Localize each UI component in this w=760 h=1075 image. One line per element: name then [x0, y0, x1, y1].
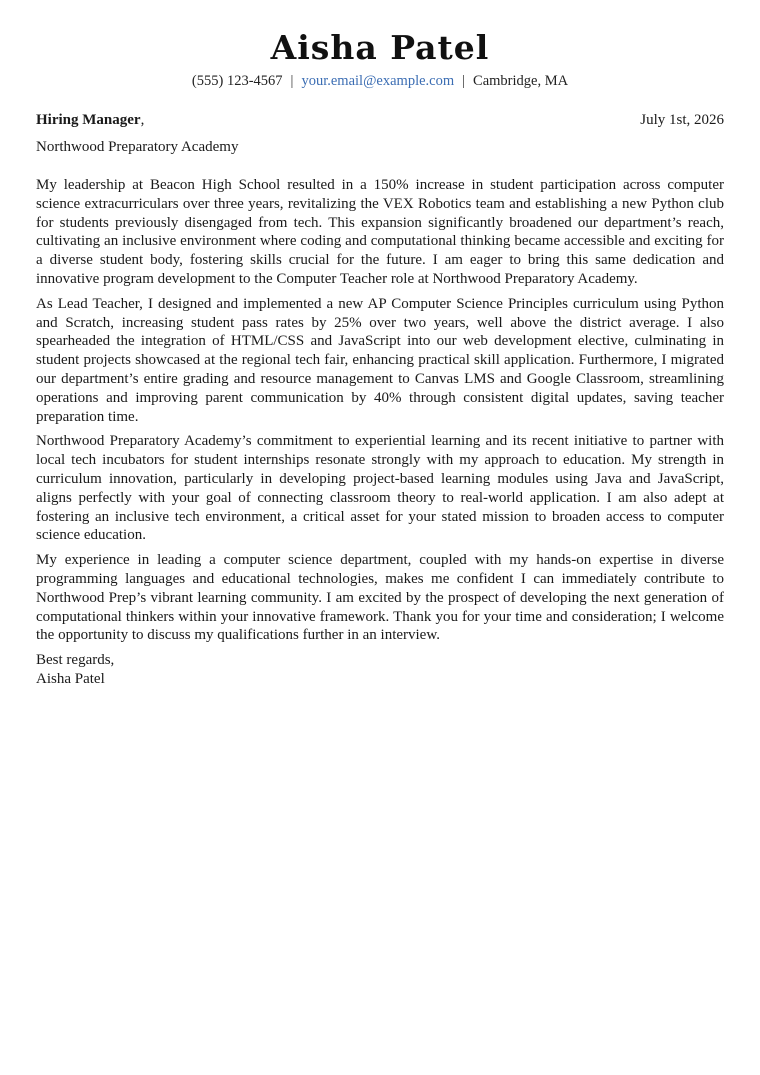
recipient-title: Hiring Manager: [36, 112, 141, 128]
contact-line: [36, 72, 724, 90]
letter-body: [36, 176, 724, 645]
closing-signature: Aisha Patel: [36, 670, 105, 687]
recipient-date-row: [36, 111, 724, 129]
location: Cambridge, MA: [473, 73, 569, 89]
closing-salutation: Best regards,: [36, 652, 115, 669]
contact-separator: |: [462, 73, 466, 89]
body-paragraph: As Lead Teacher, I designed and implemented a new AP Computer Science Principles curriculum using Python and Scratch, increasing student pass rates by 25% over two years, well above the district average. I also spearheaded the integration of HTML/CSS and JavaScript into our web development elective, culminating in student projects showcased at the regional tech fair, enhancing practical skill application. Furthermore, I migrated our department’s entire grading and resource management to Canvas LMS and Google Classroom, streamlining operations and improving parent communication by 40% through consistent digital updates, saving teacher preparation time.: [36, 295, 724, 425]
letter-closing: [36, 651, 724, 689]
contact-separator: |: [290, 73, 294, 89]
recipient-comma: ,: [140, 112, 145, 128]
recipient-line: [36, 111, 144, 129]
recipient-organization: Northwood Preparatory Academy: [36, 139, 239, 155]
body-paragraph: My leadership at Beacon High School resulted in a 150% increase in student participation across computer science extracurriculars over three years, revitalizing the VEX Robotics team and establishing a new Python club for students previously disengaged from tech. This expansion significantly broadened our department’s reach, cultivating an inclusive environment where coding and computational thinking became accessible and exciting for a diverse student body, fostering skills crucial for the future. I am eager to bring this same dedication and innovative program development to the Computer Teacher role at Northwood Preparatory Academy.: [36, 177, 724, 287]
applicant-name: Aisha Patel: [270, 28, 490, 67]
body-paragraph: My experience in leading a computer science department, coupled with my hands-on expertise in diverse programming languages and educational technologies, makes me confident I can immediately contribute to Northwood Prep’s vibrant learning community. I am excited by the prospect of developing the next generation of computational thinkers within your innovative framework. Thank you for your time and consideration; I welcome the opportunity to discuss my qualifications further in an interview.: [36, 552, 724, 644]
body-paragraph: Northwood Preparatory Academy’s commitment to experiential learning and its recent initiative to partner with local tech incubators for student internships resonate strongly with my approach to education. My strength in curriculum innovation, particularly in developing project-based learning modules using Java and JavaScript, aligns perfectly with your goal of connecting classroom theory to real-world application. I am also adept at fostering an inclusive tech environment, a critical asset for your stated mission to broaden access to computer science education.: [36, 433, 724, 544]
letter-date: July 1st, 2026: [640, 112, 724, 128]
phone-number: (555) 123-4567: [191, 73, 283, 89]
email-link[interactable]: your.email@example.com: [301, 73, 455, 89]
